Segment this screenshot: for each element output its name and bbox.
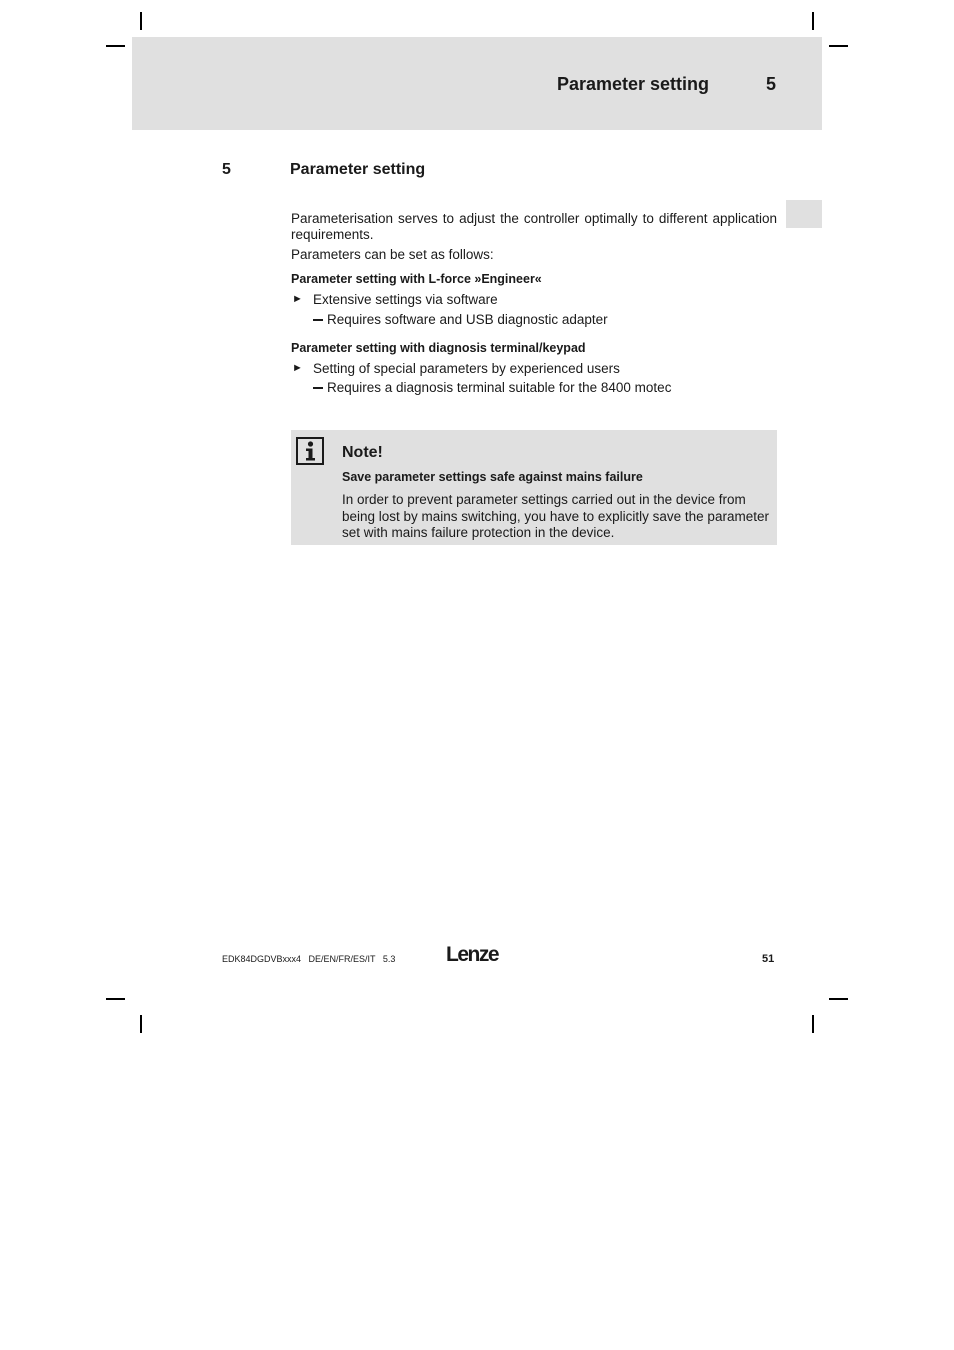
method-sub-item: Requires software and USB diagnostic adapter xyxy=(327,312,608,327)
intro-paragraph: Parameterisation serves to adjust the controller optimally to different application requirements. xyxy=(291,211,777,242)
header-chapter-number: 5 xyxy=(766,74,777,94)
svg-text:Lenze: Lenze xyxy=(446,943,499,965)
section-number: 5 xyxy=(222,161,231,178)
dash-icon xyxy=(313,319,323,321)
section-title: Parameter setting xyxy=(290,161,426,178)
note-text: In order to prevent parameter settings carried out in the device from being lost by mains switching, you have to explicitly save the parameter set with mains failure protection in the device. xyxy=(342,492,769,540)
crop-mark xyxy=(812,12,814,30)
footer-document-id: EDK84DGDVBxxx4 DE/EN/FR/ES/IT 5.3 xyxy=(222,954,396,964)
crop-mark xyxy=(106,998,125,1000)
method-heading: Parameter setting with diagnosis terminal/keypad xyxy=(291,341,586,355)
intro-lead: Parameters can be set as follows: xyxy=(291,247,494,262)
header-title: Parameter setting xyxy=(556,74,709,94)
method-heading: Parameter setting with L-force »Engineer« xyxy=(291,272,542,286)
lenze-logo xyxy=(446,943,506,965)
page-number: 51 xyxy=(762,953,775,965)
method-bullet: Setting of special parameters by experienced users xyxy=(313,361,620,376)
crop-mark xyxy=(106,45,125,47)
crop-mark xyxy=(140,12,142,30)
note-title: Note! xyxy=(342,444,383,461)
crop-mark xyxy=(829,45,848,47)
crop-mark xyxy=(812,1015,814,1033)
dash-icon xyxy=(313,387,323,389)
crop-mark xyxy=(829,998,848,1000)
crop-mark xyxy=(140,1015,142,1033)
note-subtitle: Save parameter settings safe against mains failure xyxy=(342,470,643,484)
chapter-side-tab xyxy=(786,200,822,228)
method-sub-item: Requires a diagnosis terminal suitable for the 8400 motec xyxy=(327,380,672,395)
method-bullet: Extensive settings via software xyxy=(313,292,498,307)
bullet-arrow-icon: ► xyxy=(292,362,303,374)
info-icon xyxy=(296,437,324,465)
header-band xyxy=(132,37,822,130)
bullet-arrow-icon: ► xyxy=(292,293,303,305)
